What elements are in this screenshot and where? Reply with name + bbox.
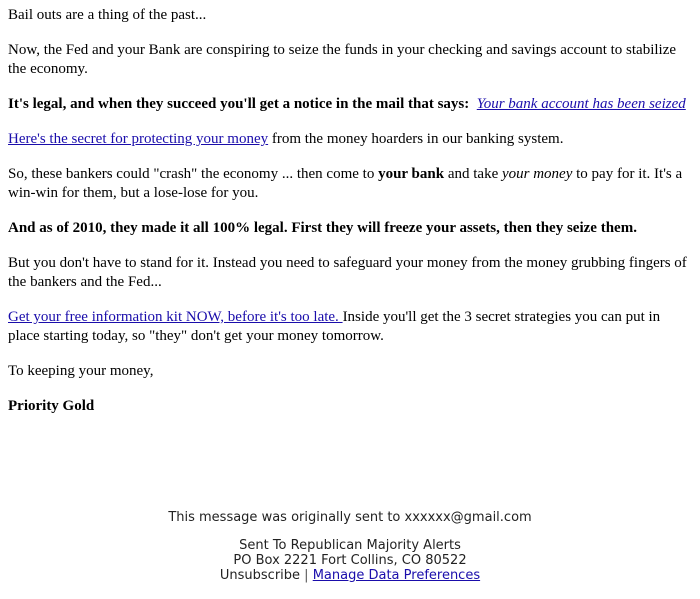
paragraph-intro: Bail outs are a thing of the past... [8, 7, 207, 23]
secret-rest-text: from the money hoarders in our banking system. [268, 131, 564, 147]
crash-italic-text: your money [501, 166, 573, 182]
closing-line: To keeping your money, [8, 363, 154, 379]
footer-separator: | [304, 568, 309, 583]
footer-postal-address: PO Box 2221 Fort Collins, CO 80522 [233, 553, 467, 568]
paragraph-crash [8, 165, 692, 203]
footer-address-block [0, 538, 700, 583]
bank-account-seized-link[interactable]: Your bank account has been seized [476, 96, 686, 112]
footer-sent-to: Sent To Republican Majority Alerts [239, 538, 461, 553]
footer-links [0, 568, 700, 583]
signature: Priority Gold [8, 398, 95, 414]
crash-bold-text: your bank [378, 166, 445, 182]
info-kit-link[interactable]: Get your free information kit NOW, before it's too late. [8, 309, 343, 325]
paragraph-info-kit [8, 308, 692, 346]
manage-preferences-link[interactable]: Manage Data Preferences [312, 568, 481, 583]
unsubscribe-link[interactable]: Unsubscribe [219, 568, 301, 583]
protect-money-link[interactable]: Here's the secret for protecting your money [8, 131, 269, 147]
paragraph-notice [8, 95, 692, 114]
paragraph-fed-conspiracy: Now, the Fed and your Bank are conspiring to seize the funds in your checking and savings account to stabilize the economy. [8, 42, 677, 77]
info-kit-rest-text: Inside you'll get the 3 secret strategies you can put in place starting today, so "they" don't get your money tomorrow. [8, 309, 661, 344]
paragraph-secret [8, 130, 692, 149]
paragraph-legal [8, 219, 692, 238]
footer-sent-notice: This message was originally sent to xxxxxx@gmail.com [168, 510, 532, 525]
crash-text-a: So, these bankers could "crash" the economy ... then come to [8, 166, 379, 182]
paragraph-safeguard: But you don't have to stand for it. Instead you need to safeguard your money from the money grubbing fingers of the bankers and the Fed... [8, 255, 687, 290]
email-body [8, 6, 692, 432]
crash-text-b: and take [444, 166, 502, 182]
legal-bold-text: And as of 2010, they made it all 100% legal. First they will freeze your assets, then they seize them. [8, 220, 637, 236]
notice-bold-text: It's legal, and when they succeed you'll get a notice in the mail that says: [8, 96, 470, 112]
crash-text-c: to pay for it. It's a win-win for them, but a lose-lose for you. [8, 166, 683, 201]
